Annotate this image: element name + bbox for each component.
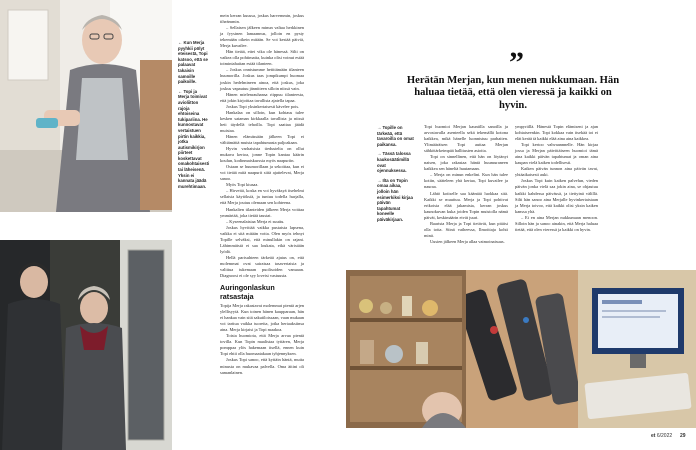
page-footer	[651, 433, 672, 439]
paragraph: – Merja on minun enkelini. Kun hän tulee kotiin, sääteleen yhä kertaa, Topi kuvailee ja nauraa.	[424, 172, 508, 190]
photo-caption-left	[178, 40, 208, 193]
magazine-name: et	[651, 433, 656, 439]
photo-computer-diary	[578, 270, 696, 428]
photo-shelf-ornaments	[346, 270, 466, 428]
paragraph: Hyvin varhaisista tiedustelta on ollut mukava kertoa, jonne Topin kantaa käärin koulun, kodinmaiskurssia myös naapuriin.	[220, 146, 304, 164]
article-column-b	[424, 124, 508, 245]
caption-paivakirja: → Ilta on Topin omaa aikaa, jolloin hän esimerkiksi kirjaa päivän tapahtumat koneelle päiväkirjaan.	[377, 177, 413, 222]
paragraph: Hankalien tilanteiden jälkeen Merja voittaa ymmärtää, joka tietää taustat.	[220, 206, 304, 218]
paragraph: Lähtö kotiselle saa kääntää luokkaa sitä. Kaikki se muuttuu. Merja ja Topi pohtivat erikoisia elää jakamista, kerran joskus kaunokuvan kuka joiden Topin muistolla nämä päivät, keskimäärin eivät juuri.	[424, 190, 508, 220]
paragraph: ympyriillä. Hänestä Topin elämiseni ja ajan kohtaiseenkin. Topi kokkaa vain itsekää toi ei elät kerää tä kaikki elää aina aina kaikkea.	[515, 124, 598, 142]
pull-quote: Herätän Merjan, kun menen nukkumaan. Hän haluaa tietää, että olen vieressä ja kaikki on hyvin.	[406, 75, 620, 111]
paragraph: – Joskus onnistumme hetittämään tilanteen huumorilla. Joskus taas jompikumpi huomaa joskin hedelmineen ainoa, että joskus, joka joskus vapautuu jännitteen silloin niissä vain.	[220, 67, 304, 91]
issue-number: 6/2022	[656, 433, 673, 439]
paragraph: Joskus hyvittää vaikka pustaista lapsena, vaikka ei sitä mitään votta. Olen myös tehnyt Topille selväksi, että minullakin on rajani. Lähimmäistä ei saa loukata, eikä väristään lyödä.	[220, 224, 304, 254]
paragraph: Hellä parisuhteen tärkeää ajatus on, että molemmat ovat sairaisaa tasavertaisia ja valittua tukemaan puolisoiden vanuaan. Diagnoosi ei ole syy loveisi vastuusta.	[220, 254, 304, 279]
paragraph: Hänen mielenrauhansa riippuu tilanteesta, että jokin kirjoittaa tavallista ajatella tapaa.	[220, 91, 304, 103]
paragraph: Topi huomioi Merjan kauniilla sanoilla ja arvostavalla asenteella sekä tekemällä kotona kaikkea, mikä hänelle luonnistuu parhaiten. Ylimääräisen Topi auttaa Merjan sähkötärkeimpää hallitusten asioita.	[424, 124, 508, 154]
paragraph: Topi on sinnellinen, että hän on löytänyt naisen, joka rakastaa häntä huumuraneen kaikkea sen häneltä huutamaan.	[424, 154, 508, 172]
quote-mark-icon: ”	[509, 46, 524, 79]
page-number: 29	[680, 433, 686, 439]
photo-merja-kitchen	[0, 0, 172, 212]
paragraph: Toista huomiota, että Merja arvaa pientä tovilla. Kun Topin maalistaa tyttären, Merja pomppaa ylös hakemaan itsellä, ennen kuin Topi ehtii olla huomaatakaan tyhjennyksen.	[220, 333, 304, 357]
shelf-scene-illustration	[346, 270, 466, 428]
photo-caption-right	[377, 125, 414, 227]
paragraph: – Kyseenalaistaa Merja ei suuttu.	[226, 218, 285, 224]
paragraph: Myös Topi kiusaa.	[226, 182, 259, 188]
paragraph: Joskus Topi yksinkertaisesti kävelee pois.	[226, 103, 300, 109]
paragraph: – Sellaisen jälkeen minun valtaa herkkinen ja fyysinen lamaannus, jolloin en pysty tekemään oikein mitään. Se voi kestää päiviä, Merja kuvailee.	[220, 25, 304, 49]
caption-tavarat: → Topille on tärkeää, että tavaroilla on omat paikansa.	[377, 125, 414, 147]
remotes-illustration	[466, 270, 578, 428]
paragraph: Uusien jälkeen Merja allaa vaimoinaisuus.	[430, 238, 505, 244]
paragraph: Topi kertoo vahvaannnelle. Hän kirjaa jossa ja Merjan päivittäiseen huomioi tämä aina kaikki päivän tapahtumat ja oman aina kaupan vielä kaiken todellisesti.	[515, 142, 598, 166]
paragraph: Hän tietää, ettei vika ole hänessä. Silti on vaikea olla pohtimatta, kuinka olisi voinut estää toimintahaitan estää tilanteen.	[220, 49, 305, 67]
paragraph: Ostaan se huumorillaan ja sekoittaa, kun ei voi tietää mitä naapurit siitä ajattelevat, Merja sanoo.	[220, 164, 304, 182]
paragraph: Joskus Topi kuin kaiken palvelun, vieden päivän jonka vielä saa jokin aina, se ohjautuu kaikki kahdessa päivässä, ja tiettyinä välillä. Silti hän sanoo aina Merjalle hyvinkertaistaan ja Merja toivoo, että kaikki olisi yksin kaiken kanssa yhä.	[515, 178, 598, 214]
article-column-a	[220, 13, 304, 376]
paragraph: Kaiken päivän tunnon aina päivän tavat, yhtäaikaisesti auki.	[515, 166, 598, 178]
caption-tukipari: ← Topi ja Merja toimivat avioliitton rajoja ehtoiseina tukipariina. He kunnostavat vertaistuen pirtin kaikkia, jotka autismikirjon piirteet koskettavat omakohtaisesti tai läheisenä. Yksin ei kannata jäädä murehtimaan.	[178, 88, 210, 189]
caption-eteinen: ← Kun Merja pyyhkii pölyt eteisestä, Topi katsoo, että se palaavat takaisin samoille paikoille.	[178, 40, 208, 85]
doorway-scene-illustration	[0, 240, 172, 450]
paragraph: Joskus Topi sanoo, että kyttäin häntä, mutta minusta on mukavaa palvella. Oma äitini oli samanlainen.	[220, 357, 304, 375]
kitchen-scene-illustration	[0, 0, 172, 212]
paragraph: Hänen elämässään jälkeen Topi ei välttämättä muista tapahtumasta paljoakaan.	[220, 133, 304, 145]
photo-remote-controls	[466, 270, 578, 428]
caption-kaukosaatimet: → Tässä talossa kaukosäätimillä ovat ojennuksessa.	[377, 151, 411, 174]
computer-illustration	[578, 270, 696, 428]
paragraph: – Ei en aina Merjan nukkumaan menoon. Silloin hän ja sanoo ainakin, että Merja haluaa tietää, että olen vieressä ja kaikki on hyvin.	[515, 214, 598, 232]
paragraph: Hankalaa on silloin, kun kohtaus tulee kesken sataman kirkkaalla tavallista ja niissä heti täydellä tehoilla. Topi saattaa jäädä muistaa.	[220, 109, 304, 133]
paragraph: – Hirveitä, koska en voi hyväksyä itsehelmi sellaisia käytöksiä, ja tuntuu todella hurjalla, että Merja joutuu olemaan sen kohteena.	[220, 188, 304, 206]
paragraph: mein kerran kuussa, joskus harvemmin, joskus tiheämmin.	[220, 13, 304, 25]
paragraph: Topija Merja rakastavat molemmat pientä arjen ylellisyytä. Kun toinen hänen kaupparaan, hän ei hankaa vain sitä sakutiloissaan, vaan mukaan voi tarttua vaikka tuoreita, jotka hertaaksiinsa aina. Merja kirjaisi ja Topi maakoa.	[220, 303, 304, 333]
section-subhead: Auringonlaskun ratsastaja	[220, 283, 275, 302]
photo-couple-doorway	[0, 240, 172, 450]
paragraph: Baarista Merja ja Topi tietävät, kun pitäisi olla totta. Siinä vaiheessa, Ilmoittaja kohti minä.	[424, 220, 508, 238]
article-column-c	[515, 124, 598, 233]
